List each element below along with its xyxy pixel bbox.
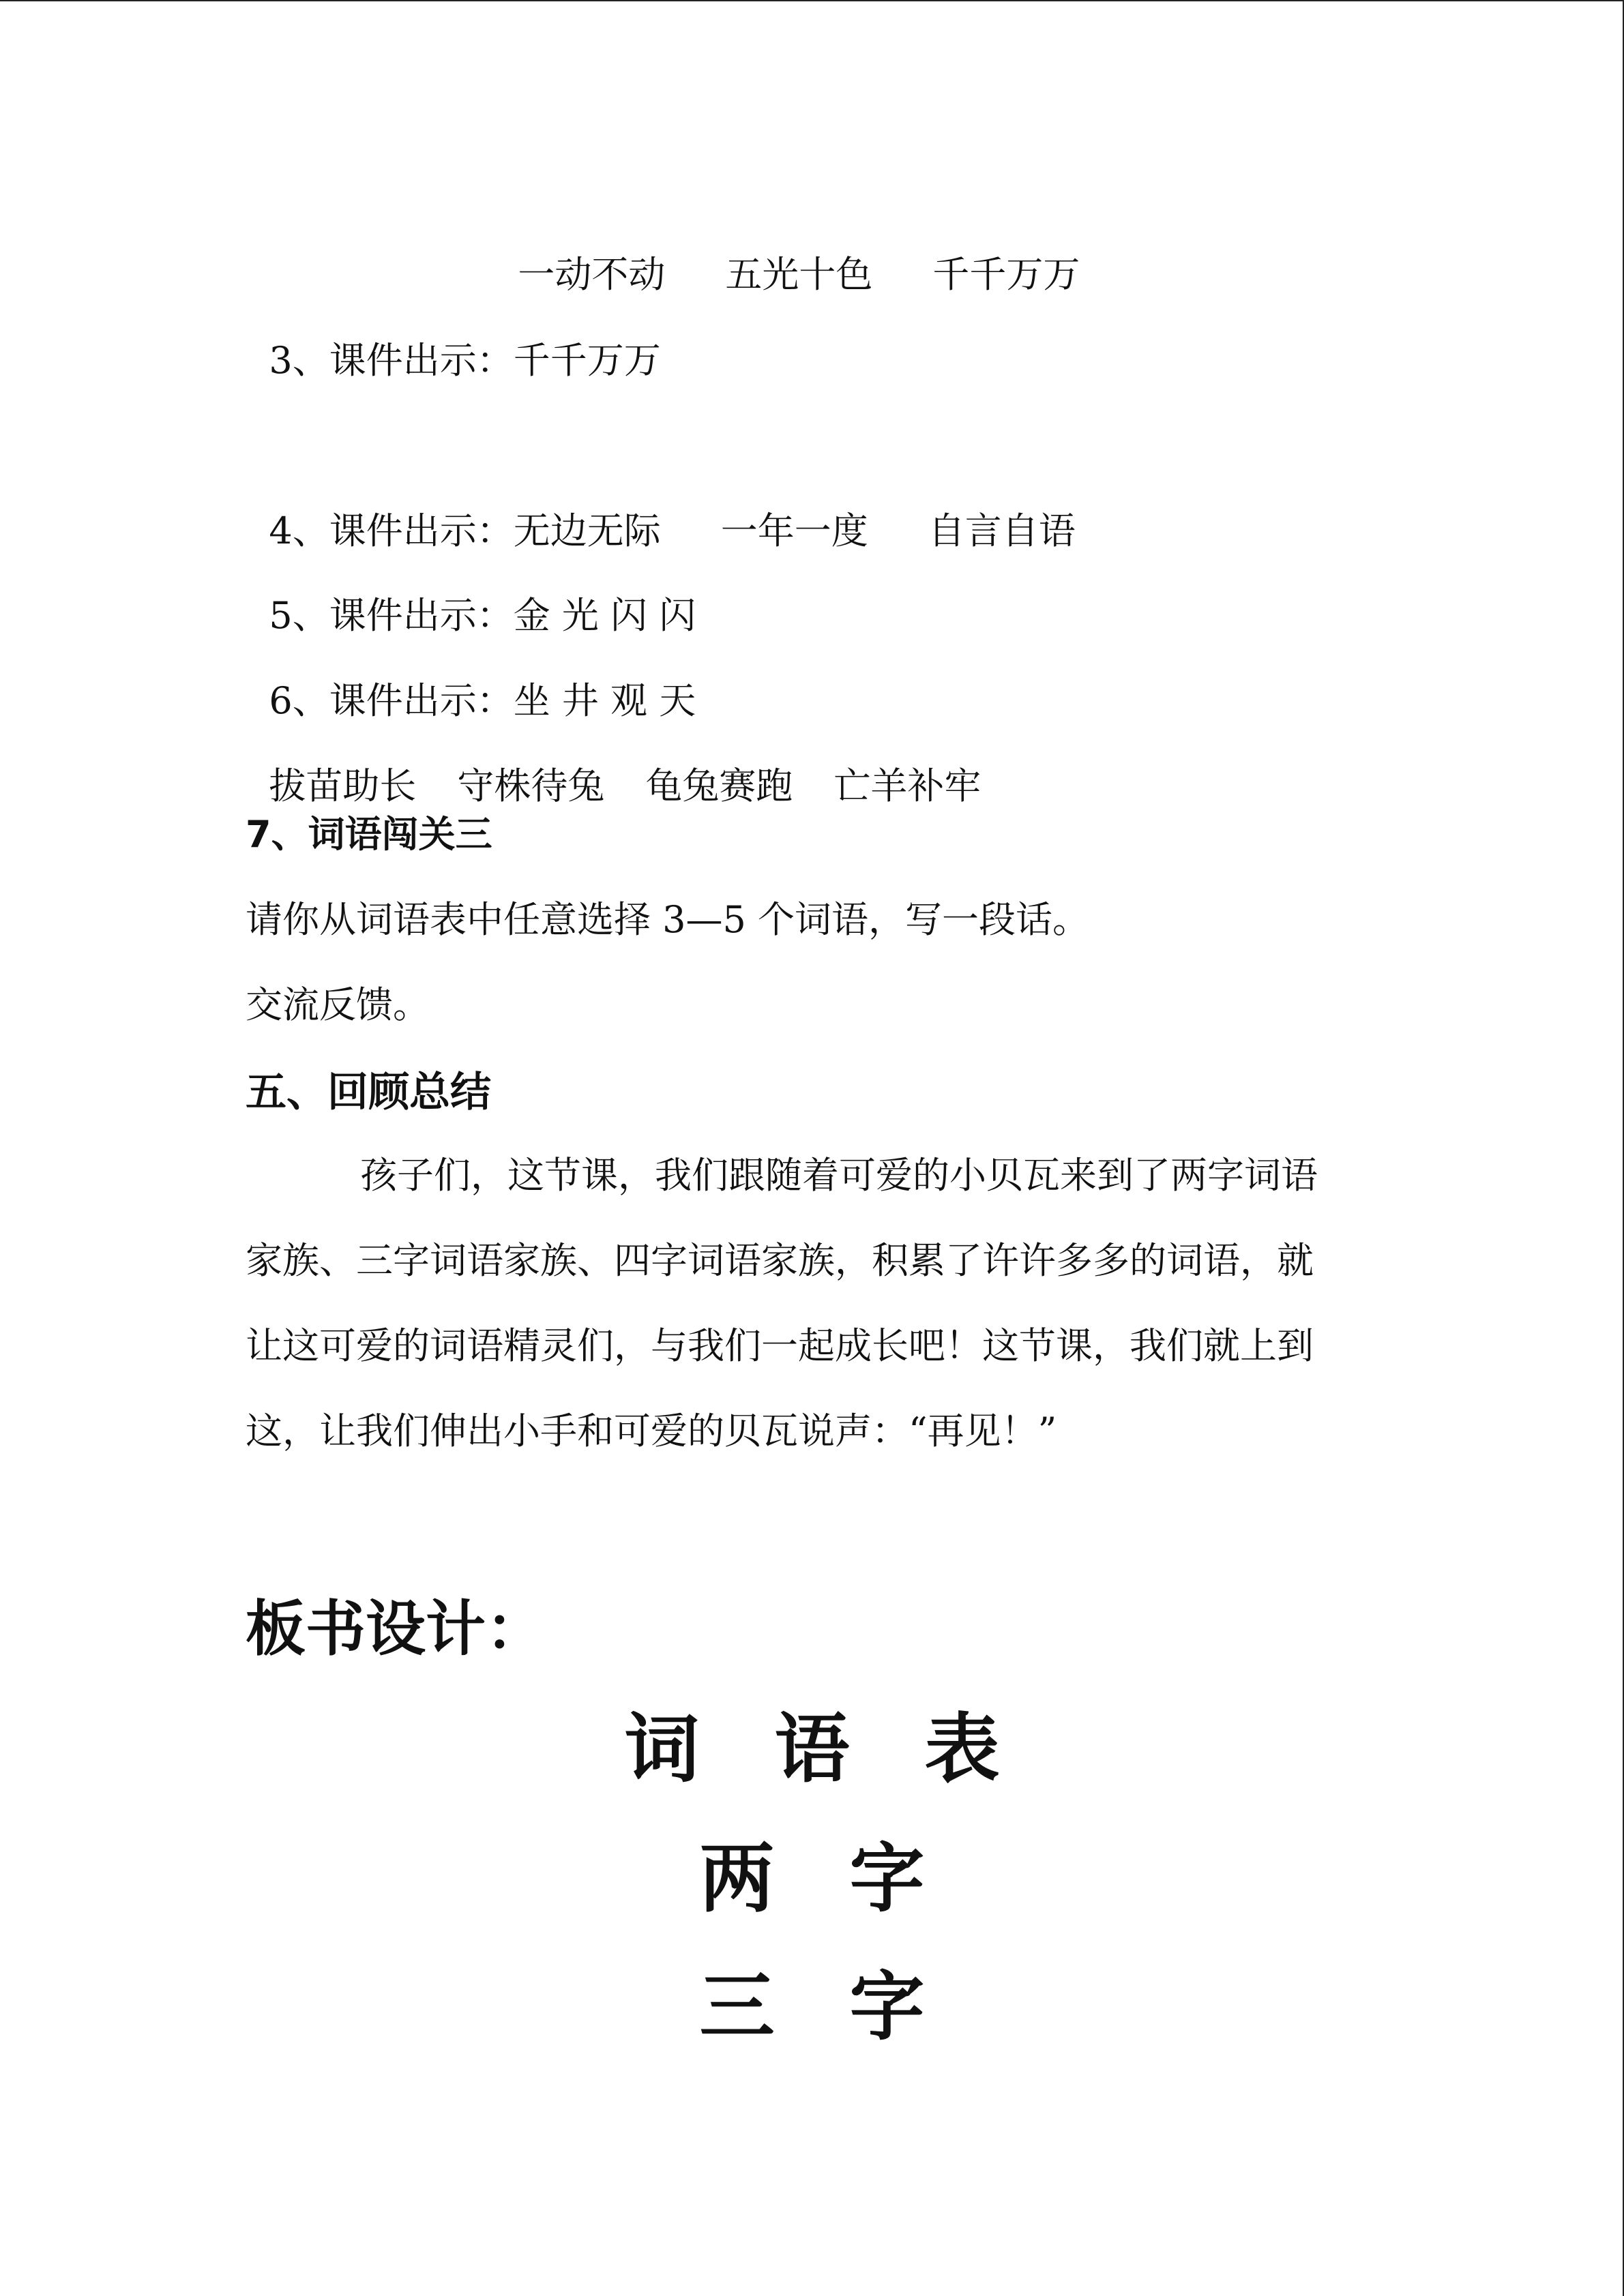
item-6-label: 6、课件出示： [269,679,514,722]
item-3 [246,305,661,382]
item-4 [246,476,1076,550]
idiom-3: 千千万万 [932,253,1080,296]
item-4-word-2: 一年一度 [720,509,868,552]
idiom2-1: 拔苗助长 [269,764,417,807]
idiom2-3: 龟兔赛跑 [645,764,793,807]
idiom2-2: 守株待兔 [457,764,605,807]
board-design-title: 板书设计： [246,1594,546,1664]
idioms-row-2 [246,731,981,805]
item-6-text: 坐 井 观 天 [513,679,696,722]
item-7-heading: 7、词语闯关三 [246,813,492,856]
board-line-3: 三 字 [699,1963,925,2051]
summary-para-line-2: 家族、三字词语家族、四字词语家族，积累了许许多多的词语，就 [246,1239,1314,1282]
item-6 [246,646,696,722]
idiom2-4: 亡羊补牢 [833,764,981,807]
item-4-word-1: 无边无际 [513,509,661,552]
item-7-task: 请你从词语表中任意选择 3—5 个词语，写一段话。 [246,898,1090,941]
page-top-border [0,0,1624,1]
item-7-feedback: 交流反馈。 [246,983,430,1026]
item-4-word-3: 自言自语 [928,509,1076,552]
board-line-1: 词 语 表 [624,1705,1000,1793]
idiom-2: 五光十色 [725,253,873,296]
summary-para-line-1: 孩子们，这节课，我们跟随着可爱的小贝瓦来到了两字词语 [360,1154,1318,1197]
idioms-row [494,220,1080,296]
item-4-label: 4、课件出示： [269,509,514,552]
board-line-2: 两 字 [699,1835,925,1922]
idiom-1: 一动不动 [518,253,666,296]
item-5-label: 5、课件出示： [269,594,514,637]
item-5 [246,561,696,637]
item-5-text: 金 光 闪 闪 [513,594,696,637]
summary-heading: 五、回顾总结 [246,1069,491,1116]
summary-para-line-3: 让这可爱的词语精灵们，与我们一起成长吧！这节课，我们就上到 [246,1324,1314,1367]
item-3-text: 千千万万 [513,339,661,382]
item-3-label: 3、课件出示： [269,339,514,382]
summary-para-line-4: 这，让我们伸出小手和可爱的贝瓦说声：“再见！” [246,1410,1057,1452]
